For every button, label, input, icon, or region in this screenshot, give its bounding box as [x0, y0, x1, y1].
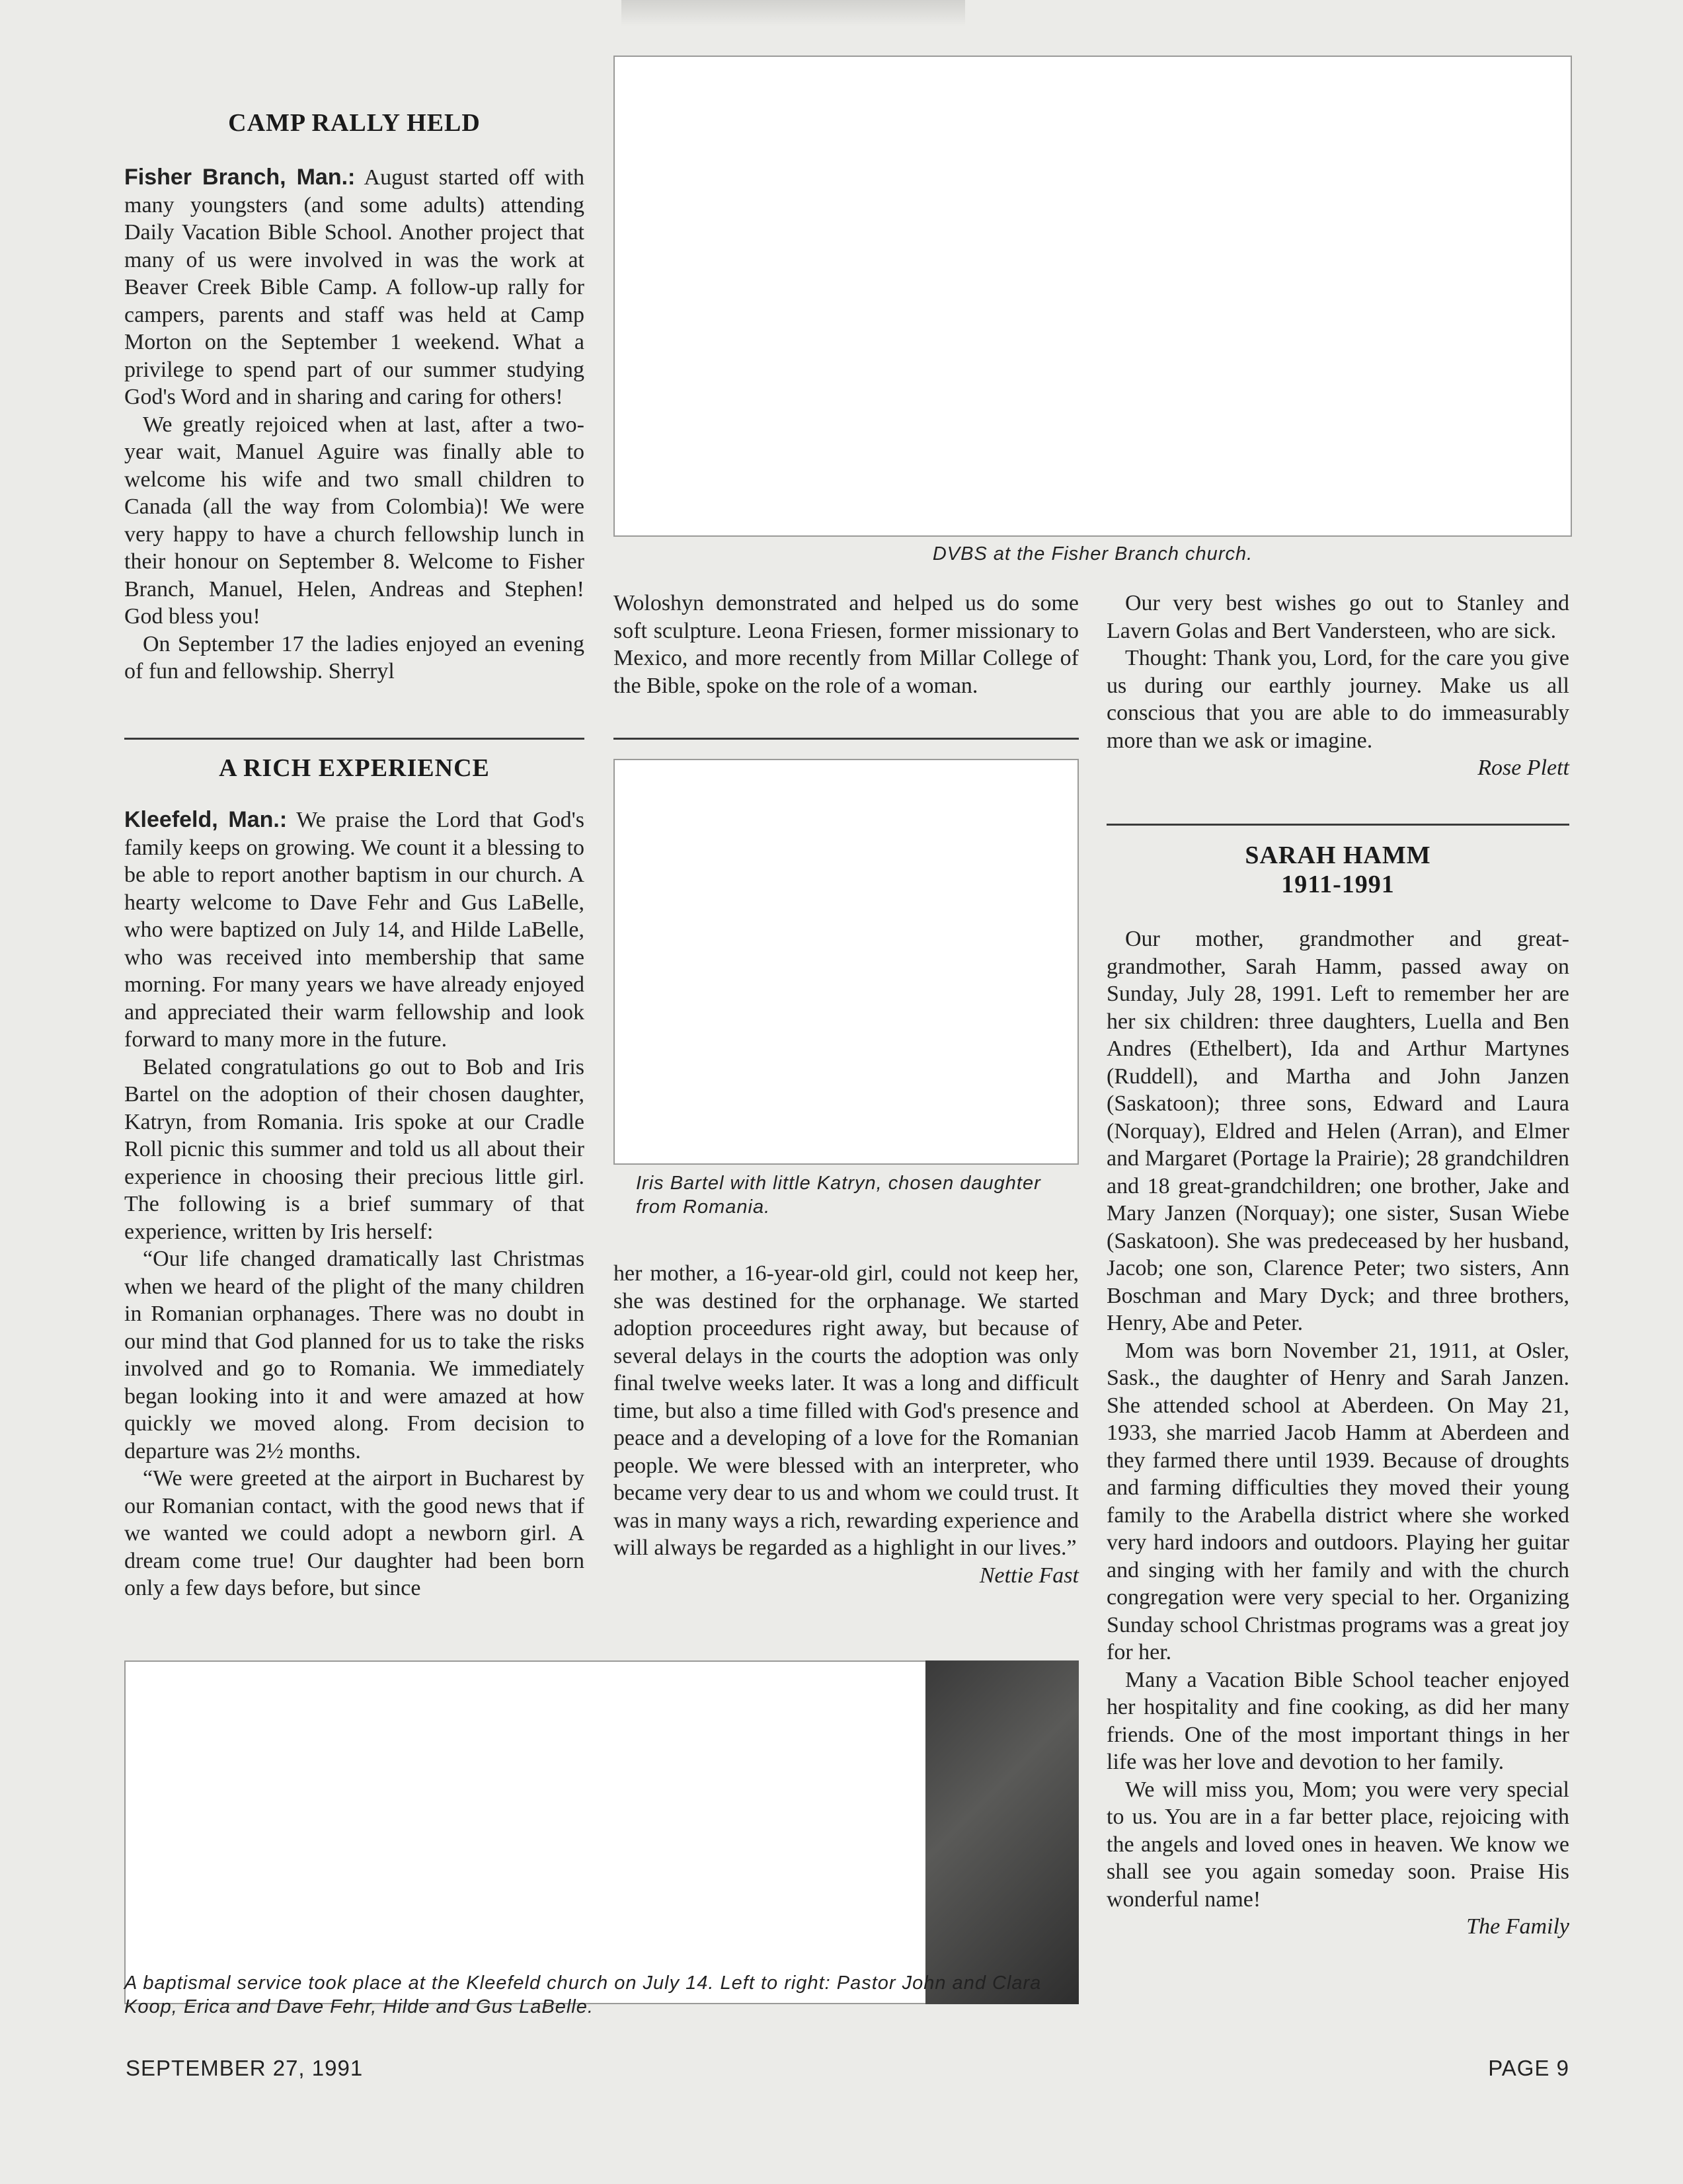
sarah-hamm-p1: Our mother, grandmother and great-grandmother, Sarah Hamm, passed away on Sunday, July 28, 1991. Left to remember her are her six children: three daughters, Luella and Ben Andres (Ethelbert), Ida and Arthur Martynes (Ruddell), and Martha and John Janzen (Saskatoon); three sons, Edward and Laura (Norquay), Eldred and Helen (Arran), and Elmer and Margaret (Portage la Prairie); 28 grandchildren and 18 great-grandchildren; one brother, Jake and Mary Janzen (Norquay); one sister, Susan Wiebe (Saskatoon). She was predeceased by her husband, Jacob; one son, Clarence Peter; two sisters, Ann Boschman and Mary Dyck; and three brothers, Henry, Abe and Peter. [1107, 927, 1569, 1335]
footer-date: SEPTEMBER 27, 1991 [126, 2056, 364, 2080]
rich-experience-signature: Nettie Fast [979, 1563, 1079, 1588]
camp-rally-p3: On September 17 the ladies enjoyed an evening of fun and fellowship. Sherryl [124, 631, 584, 683]
camp-rally-article [124, 108, 584, 685]
rich-experience-article [124, 754, 584, 1602]
scan-edge-shadow [621, 0, 965, 26]
divider-middle-1 [613, 738, 1079, 740]
camp-rally-right-continued [1107, 590, 1569, 782]
footer-page-number: PAGE 9 [1488, 2056, 1569, 2080]
camp-rally-p2: We greatly rejoiced when at last, after a two-year wait, Manuel Aguire was finally able to welcome his wife and two small children to Canada (all the way from Colombia)! We were very happy to have a church fellowship lunch in their honour on September 8. Welcome to Fisher Branch, Manuel, Helen, Andreas and Stephen! God bless you! [124, 412, 584, 629]
camp-rally-p1: Fisher Branch, Man.: August started off with many youngsters (and some adults) attending Daily Vacation Bible School. Another project that many of us were involved in was the work at Beaver Creek Bible Camp. A follow-up rally for campers, parents and staff was held at Camp Morton on the September 1 weekend. What a privilege to spend part of our summer studying God's Word and in sharing and caring for others! [124, 165, 585, 409]
sarah-hamm-obituary [1107, 841, 1569, 1941]
rich-experience-p4: “We were greeted at the airport in Bucharest by our Romanian contact, with the good news that if we wanted we could adopt a newborn girl. A dream come true! Our daughter had been born only a few days before, but since [124, 1466, 584, 1600]
camp-rally-p4: Our very best wishes go out to Stanley and Lavern Golas and Bert Vandersteen, who are sick. [1107, 591, 1569, 643]
camp-rally-p3-continued: Woloshyn demonstrated and helped us do some soft sculpture. Leona Friesen, former missionary to Mexico, and more recently from Millar College of the Bible, spoke on the role of a woman. [613, 591, 1079, 698]
divider-left-1 [124, 738, 584, 740]
camp-rally-continued [613, 590, 1079, 699]
sarah-hamm-p3: Many a Vacation Bible School teacher enjoyed her hospitality and fine cooking, as did her many friends. One of the most important things in her life was her love and devotion to her family. [1107, 1667, 1569, 1774]
rich-experience-p3: “Our life changed dramatically last Christmas when we heard of the plight of the many children in Romanian orphanages. There was no doubt in our mind that God planned for us to take the risks involved and go to Romania. We immediately began looking into it and were amazed at how quickly we moved along. From decision to departure was 2½ months. [124, 1247, 584, 1463]
photo-dvbs-caption: DVBS at the Fisher Branch church. [932, 543, 1253, 565]
photo-baptism-caption: A baptismal service took place at the Kleefeld church on July 14. Left to right: Pastor John and Clara Koop, Erica and Dave Fehr, Hilde and Gus LaBelle. [124, 1972, 1042, 2017]
rich-experience-p1: Kleefeld, Man.: We praise the Lord that God's family keeps on growing. We count it a blessing to be able to report another baptism in our church. A hearty welcome to Dave Fehr and Gus LaBelle, who were baptized on July 14, and Hilde LaBelle, who was received into membership that same morning. For many years we have already enjoyed and appreciated their warm fellowship and look forward to many more in the future. [124, 807, 584, 1052]
camp-rally-headline: CAMP RALLY HELD [228, 109, 481, 137]
camp-rally-p5: Thought: Thank you, Lord, for the care you give us during our earthly journey. Make us all conscious that you are able to do immeasurably more than we ask or imagine. [1107, 646, 1569, 753]
sarah-hamm-p2: Mom was born November 21, 1911, at Osler, Sask., the daughter of Henry and Sarah Janzen. She attended school at Aberdeen. On May 21, 1933, she married Jacob Hamm at Aberdeen and they farmed there until 1939. Because of droughts and farming difficulties they moved their young family to the Arabella district where she worked very hard indoors and outdoors. Playing her guitar and singing with her family and with the church congregation were very special to her. Organizing Sunday school Christmas programs was a great joy for her. [1107, 1338, 1569, 1664]
rich-experience-p2: Belated congratulations go out to Bob and Iris Bartel on the adoption of their chosen daughter, Katryn, from Romania. Iris spoke at our Cradle Roll picnic this summer and told us all about their experience in choosing their precious little girl. The following is a brief summary of that experience, written by Iris herself: [124, 1054, 584, 1244]
photo-dvbs [613, 56, 1572, 537]
photo-iris-katryn [613, 759, 1079, 1165]
camp-rally-dateline: Fisher Branch, Man.: [124, 165, 356, 190]
rich-experience-dateline: Kleefeld, Man.: [124, 807, 288, 832]
camp-rally-signature: Rose Plett [1477, 756, 1569, 780]
rich-experience-continued [613, 1260, 1079, 1589]
sarah-hamm-signature: The Family [1466, 1914, 1569, 1939]
rich-experience-p4-continued: her mother, a 16-year-old girl, could not keep her, she was destined for the orphanage. We started adoption proceedures right away, but because of several delays in the courts the adoption was only final twelve weeks later. It was a long and difficult time, but also a time filled with God's presence and peace and a developing of a love for the Romanian people. We were blessed with an interpreter, who became very dear to us and whom we could trust. It was in many ways a rich, rewarding experience and will always be regarded as a highlight in our lives.” [613, 1261, 1079, 1560]
divider-right-1 [1107, 824, 1569, 826]
rich-experience-headline: A RICH EXPERIENCE [219, 754, 490, 782]
photo-baptism-dark-area [925, 1660, 1079, 2004]
sarah-hamm-p4: We will miss you, Mom; you were very special to us. You are in a far better place, rejoicing with the angels and loved ones in heaven. We know we shall see you again someday soon. Praise His wonderful name! [1107, 1777, 1569, 1912]
sarah-hamm-headline: SARAH HAMM [1245, 841, 1431, 869]
sarah-hamm-years: 1911-1991 [1281, 871, 1395, 898]
photo-iris-caption: Iris Bartel with little Katryn, chosen daughter from Romania. [636, 1173, 1041, 1218]
